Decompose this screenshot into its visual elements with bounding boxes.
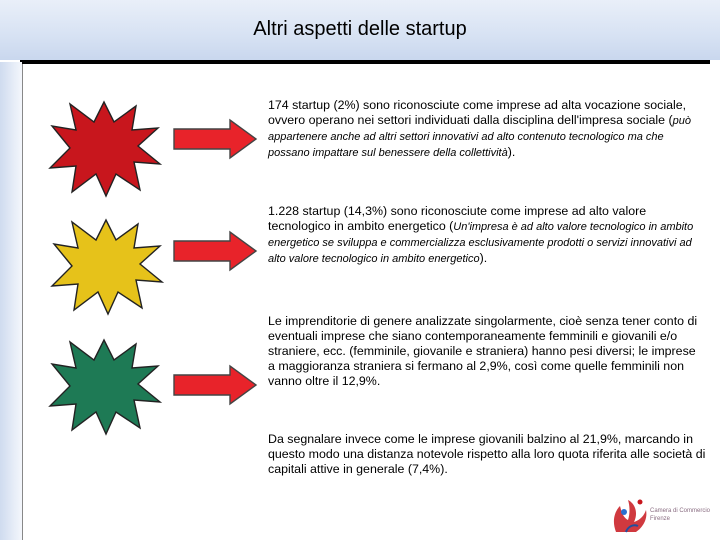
arrow-right-icon — [172, 364, 258, 406]
left-divider — [22, 64, 23, 540]
arrow-right-icon — [172, 230, 258, 272]
item-text-2-note: Un'impresa è ad alto valore tecnologico in ambito energetico se sviluppa e commercializza esclusivamente prodotti o servizi innovativi ad alto valore tecnologico in ambito energetico — [268, 221, 694, 265]
logo-line-2: Firenze — [650, 516, 671, 522]
item-text-1-main: 174 startup (2%) sono riconosciute come imprese ad alta vocazione sociale, ovvero operano nei settori individuati dalla disciplina dell'impresa sociale ( — [268, 98, 687, 127]
item-text-2 — [268, 204, 708, 267]
red-starburst-icon — [46, 98, 162, 198]
item-text-1 — [268, 98, 708, 161]
logo-caption — [650, 507, 710, 523]
green-starburst-icon — [46, 336, 162, 436]
arrow-right-icon — [172, 118, 258, 160]
item-text-3-main: Le imprenditorie di genere analizzate singolarmente, cioè senza tener conto di eventuali imprese che siano contemporaneamente femminili e giovanili e/o straniere, ecc. (femminile, giovanile e straniera) hanno pesi diversi; le imprese a maggioranza straniera si fermano al 2,9%, così come quelle femminili non vanno oltre il 12,9%. — [268, 314, 698, 388]
yellow-starburst-icon — [48, 216, 164, 316]
item-text-1-end: ). — [507, 145, 516, 159]
closing-text: Da segnalare invece come le imprese giovanili balzino al 21,9%, marcando in questo modo una distanza notevole rispetto alla loro quota riferita alle società di capitali attive in generale (7,4%). — [268, 432, 706, 476]
title-divider — [20, 60, 710, 64]
slide-title: Altri aspetti delle startup — [253, 18, 467, 40]
item-text-2-main: 1.228 startup (14,3%) sono riconosciute come imprese ad alto valore tecnologico in ambito energetico ( — [268, 204, 647, 233]
item-text-3 — [268, 314, 700, 389]
logo-line-1: Camera di Commercio — [650, 508, 711, 514]
item-text-1-note: può appartenere anche ad altri settori innovativi ad alto contenuto tecnologico ma che possano impattare sul benessere della collettività — [268, 115, 691, 159]
lily-emblem-icon — [614, 500, 646, 533]
left-decorative-bar — [0, 62, 22, 540]
item-text-2-end: ). — [479, 251, 488, 265]
